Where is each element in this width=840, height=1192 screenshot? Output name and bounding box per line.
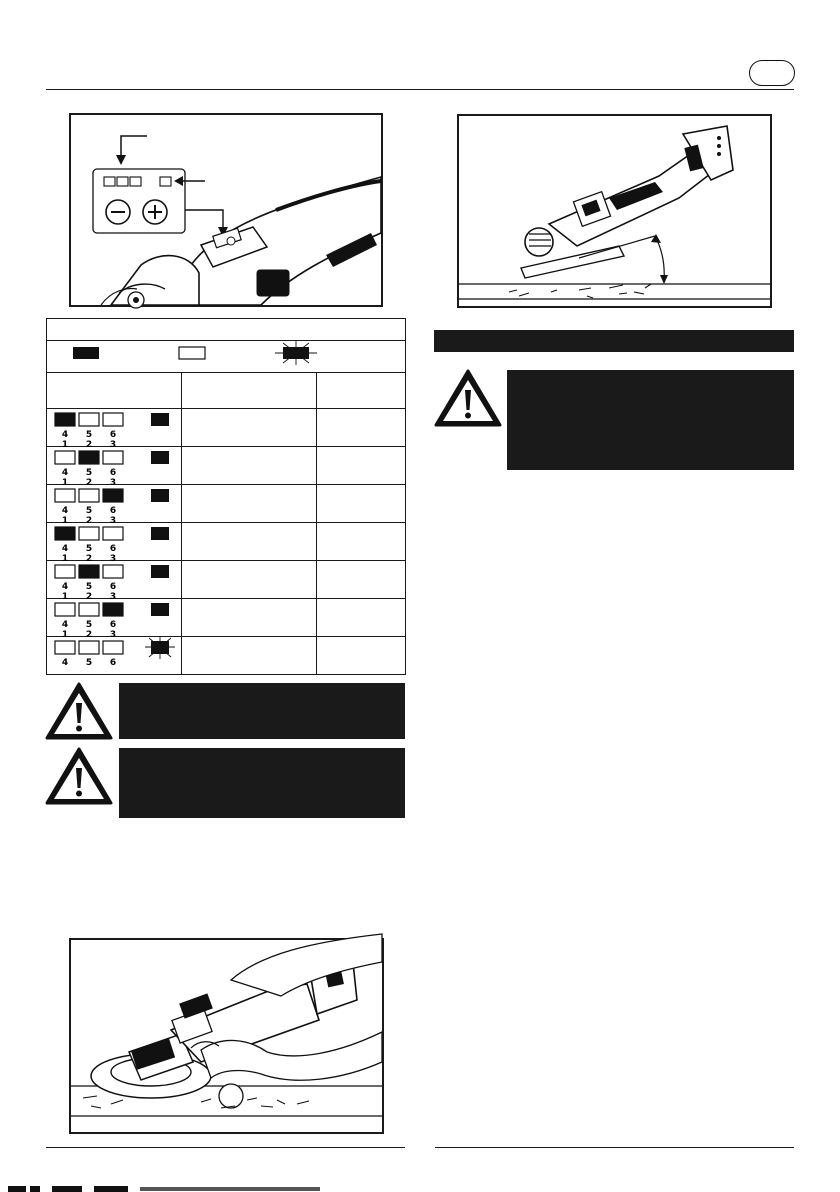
led-indicator	[103, 451, 123, 464]
led-power-indicator	[151, 565, 169, 578]
led-row-5	[47, 561, 182, 602]
col-header-leds	[47, 373, 182, 409]
led-digit: 3	[109, 592, 117, 602]
led-power-indicator	[151, 413, 169, 426]
figure-grinding-angle	[457, 114, 772, 308]
led-digit: 6	[109, 620, 117, 630]
led-digit: 3	[109, 630, 117, 640]
warning-box-2	[119, 748, 405, 818]
language-badge	[749, 60, 795, 86]
warning-box-1	[119, 683, 405, 739]
led-digit: 6	[109, 468, 117, 478]
led-power-indicator	[151, 451, 169, 464]
led-power-indicator	[151, 489, 169, 502]
led-digit: 4	[61, 582, 69, 592]
led-indicator	[103, 641, 123, 654]
led-indicator	[55, 489, 75, 502]
led-indicator	[79, 451, 99, 464]
led-row-1	[47, 409, 182, 450]
led-row-6	[47, 599, 182, 640]
warning-triangle-icon	[44, 746, 114, 806]
led-digit: 5	[85, 506, 93, 516]
led-indicator	[55, 451, 75, 464]
led-digit: 2	[85, 592, 93, 602]
led-digit: 4	[61, 620, 69, 630]
legend-row	[47, 341, 406, 373]
led-row-3	[47, 485, 182, 526]
arrow-head-icon	[116, 155, 126, 165]
led-digit: 5	[85, 468, 93, 478]
grinder-angle-illustration	[459, 116, 770, 306]
led-power-indicator	[151, 527, 169, 540]
led-digit: 5	[85, 430, 93, 440]
led-off-icon	[179, 347, 205, 359]
led-indicator	[55, 565, 75, 578]
section-heading-bar	[434, 330, 794, 352]
led-status-table	[46, 318, 406, 675]
led-digit: 3	[109, 440, 117, 450]
led-digit: 6	[109, 544, 117, 554]
led-indicator	[79, 565, 99, 578]
led-digit: 4	[61, 658, 69, 668]
led-indicator	[103, 565, 123, 578]
led-indicator	[55, 413, 75, 426]
led-row-2	[47, 447, 182, 488]
led-indicator	[79, 413, 99, 426]
warning-triangle-icon	[433, 368, 503, 428]
led-indicator	[55, 603, 75, 616]
led-digit: 4	[61, 544, 69, 554]
led-indicator	[55, 527, 75, 540]
led-digit: 5	[85, 620, 93, 630]
led-digit: 3	[109, 478, 117, 488]
led-row-4	[47, 523, 182, 564]
led-indicator	[79, 641, 99, 654]
led-digit: 6	[109, 582, 117, 592]
led-digit: 1	[61, 592, 69, 602]
led-indicator	[103, 489, 123, 502]
led-indicator	[55, 641, 75, 654]
led-on-icon	[73, 347, 99, 359]
led-blink-indicator	[151, 641, 169, 654]
led-digit: 4	[61, 430, 69, 440]
led-digit: 5	[85, 582, 93, 592]
led-digit: 3	[109, 554, 117, 564]
led-indicator	[103, 603, 123, 616]
figure-grinding-hands	[69, 938, 384, 1134]
control-panel-illustration	[71, 115, 381, 305]
led-digit: 5	[85, 658, 93, 668]
led-digit: 2	[85, 440, 93, 450]
warning-box-3	[507, 370, 794, 470]
led-digit: 2	[85, 630, 93, 640]
led-indicator	[103, 413, 123, 426]
led-digit: 1	[61, 630, 69, 640]
led-digit: 3	[109, 516, 117, 526]
led-row-7	[47, 637, 182, 675]
led-digit: 5	[85, 544, 93, 554]
grinder-hands-illustration	[71, 940, 382, 1132]
table-title-row	[47, 319, 406, 341]
led-indicator	[79, 603, 99, 616]
col-header-mode	[182, 373, 317, 409]
led-digit: 1	[61, 478, 69, 488]
arrow-icon	[121, 136, 147, 161]
led-digit: 1	[61, 516, 69, 526]
figure-control-panel	[69, 113, 383, 307]
header-rule	[46, 89, 794, 90]
led-indicator	[79, 527, 99, 540]
warning-triangle-icon	[44, 681, 114, 741]
led-digit: 6	[109, 506, 117, 516]
led-power-indicator	[151, 603, 169, 616]
led-digit: 2	[85, 554, 93, 564]
led-digit: 1	[61, 554, 69, 564]
col-header-speed	[317, 373, 406, 409]
led-indicator	[103, 527, 123, 540]
led-digit: 2	[85, 478, 93, 488]
led-digit: 4	[61, 468, 69, 478]
led-indicator	[79, 489, 99, 502]
print-marks	[0, 1186, 320, 1192]
led-digit: 6	[109, 658, 117, 668]
led-digit: 2	[85, 516, 93, 526]
footer-rule-right	[435, 1147, 794, 1148]
led-digit: 6	[109, 430, 117, 440]
led-digit: 4	[61, 506, 69, 516]
footer-rule-left	[46, 1147, 405, 1148]
led-legend	[47, 341, 402, 367]
led-digit: 1	[61, 440, 69, 450]
